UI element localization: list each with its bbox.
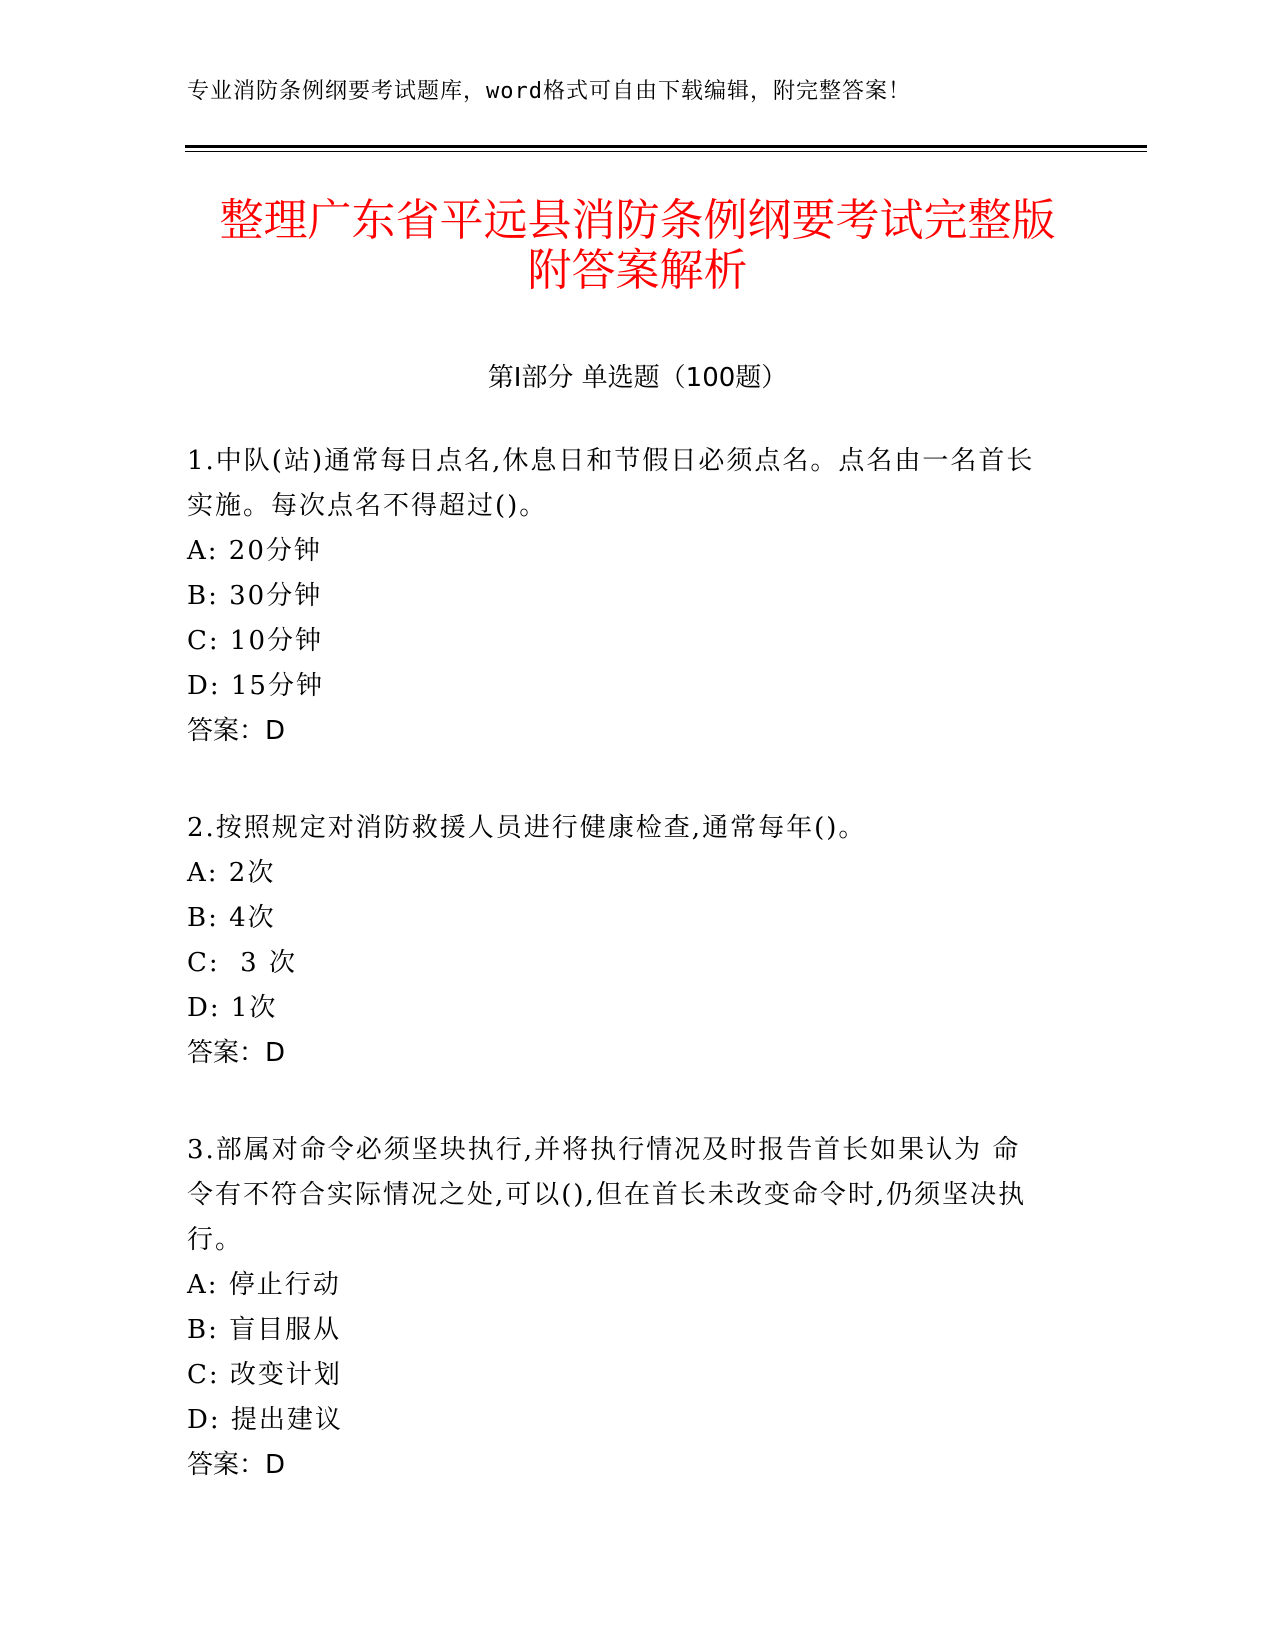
option-a: A: 停止行动 [187,1270,341,1300]
option-a: A: 2次 [187,858,276,888]
answer: 答案：D [187,1038,286,1068]
option-d: D: 提出建议 [187,1405,343,1435]
option-b: B: 盲目服从 [187,1315,342,1345]
document-title-line-2: 附答案解析 [527,245,748,296]
section-title: 第Ⅰ部分 单选题（100题） [487,363,788,393]
answer: 答案：D [187,716,286,746]
header-note: 专业消防条例纲要考试题库，word格式可自由下载编辑，附完整答案！ [187,79,911,104]
question-stem-line: 2.按照规定对消防救援人员进行健康检查,通常每年()。 [187,813,867,843]
option-b: B: 4次 [187,903,276,933]
document-title [160,196,1115,296]
answer: 答案：D [187,1450,286,1480]
option-a: A: 20分钟 [187,536,322,566]
option-d: D: 15分钟 [187,671,324,701]
question-1 [187,439,1087,754]
question-stem-line: 1.中队(站)通常每日点名,休息日和节假日必须点名。点名由一名首长 [187,446,1035,476]
question-stem-line: 3.部属对命令必须坚块执行,并将执行情况及时报告首长如果认为 命 [187,1135,1021,1165]
question-2 [187,806,1087,1076]
document-title-line-1: 整理广东省平远县消防条例纲要考试完整版 [219,195,1056,246]
question-stem-line: 令有不符合实际情况之处,可以(),但在首长未改变命令时,仍须坚决执 [187,1180,1027,1210]
option-c: C: 改变计划 [187,1360,342,1390]
question-stem-line: 实施。每次点名不得超过()。 [187,491,548,521]
option-b: B: 30分钟 [187,581,323,611]
question-stem-line: 行。 [187,1225,244,1255]
option-d: D: 1次 [187,993,278,1023]
option-c: C: 3 次 [187,948,297,978]
header-divider-thick [185,145,1147,148]
question-3 [187,1128,1087,1488]
header-divider-thin [185,151,1147,152]
option-c: C: 10分钟 [187,626,324,656]
